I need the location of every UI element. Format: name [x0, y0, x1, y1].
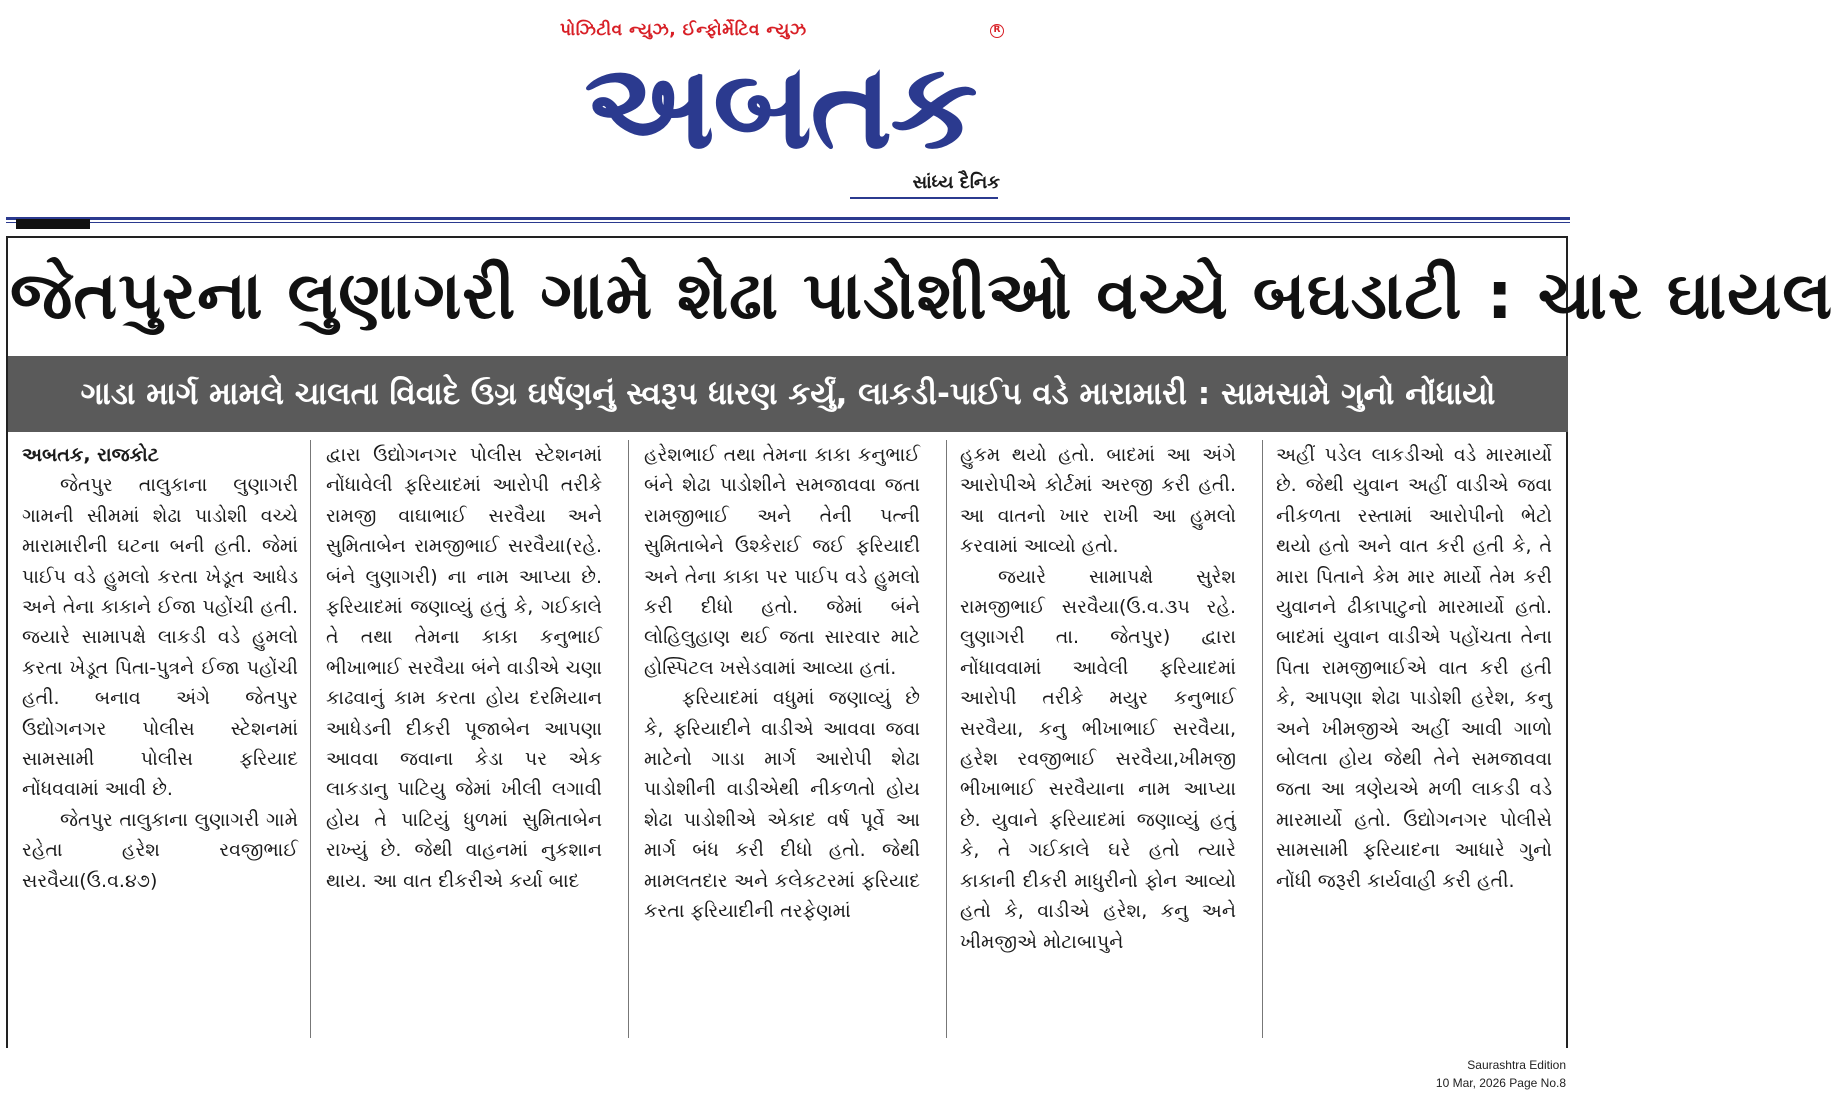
article-paragraph: જેતપુર તાલુકાના લુણાગરી ગામે રહેતા હરેશ રવજીભાઈ સરવૈયા(ઉ.વ.૪૭) — [22, 808, 298, 892]
article-column-5 — [1276, 440, 1552, 1040]
newspaper-logo: અબતક — [584, 37, 976, 175]
edition-label: Saurashtra Edition — [1467, 1058, 1566, 1072]
article-paragraph: હરેશભાઈ તથા તેમના કાકા કનુભાઈ બંને શેઢા પાડોશીને સમજાવવા જતા રામજીભાઈ અને તેની પત્ની સુમિતાબેને ઉશ્કેરાઈ જઈ ફરિયાદી અને તેના કાકા પર પાઈપ વડે હુમલો કરી દીધો હતો. જેમાં બંને લોહિલુહાણ થઈ જતા સારવાર માટે હોસ્પિટલ ખસેડવામાં આવ્યા હતાં. — [644, 444, 920, 679]
column-separator — [628, 440, 629, 1038]
subtitle-underline — [850, 197, 998, 199]
article-paragraph: અહીં પડેલ લાકડીઓ વડે મારમાર્યો છે. જેથી યુવાન અહીં વાડીએ જવા નીકળતા રસ્તામાં આરોપીનો ભેટો થયો હતો અને વાત કરી હતી કે, તે મારા પિતાને કેમ માર માર્યો તેમ કરી યુવાનને ઢીકાપાટુનો મારમાર્યો હતો. બાદમાં યુવાન વાડીએ પહોંચતા તેના પિતા રામજીભાઈએ વાત કરી હતી કે, આપણા શેઢા પાડોશી હરેશ, કનુ અને ખીમજીએ અહીં આવી ગાળો બોલતા હોય જેથી તેને સમજાવવા જતા આ ત્રણેયએ મળી લાકડી વડે મારમાર્યો હતો. ઉદ્યોગનગર પોલીસે સામસામી ફરિયાદના આધારે ગુનો નોંધી જરૂરી કાર્યવાહી કરી હતી. — [1276, 444, 1552, 892]
article-column-3 — [644, 440, 920, 1040]
article-paragraph: દ્વારા ઉદ્યોગનગર પોલીસ સ્ટેશનમાં નોંધાવેલી ફરિયાદમાં આરોપી તરીકે રામજી વાઘાભાઈ સરવૈયા અને સુમિતાબેન રામજીભાઈ સરવૈયા(રહે. બંને લુણાગરી) ના નામ આપ્યા છે. ફરિયાદમાં જણાવ્યું હતું કે, ગઈકાલે તે તથા તેમના કાકા કનુભાઈ ભીખાભાઈ સરવૈયા બંને વાડીએ ચણા કાઢવાનું કામ કરતા હોય દરમિયાન આધેડની દીકરી પૂજાબેન આપણા આવવા જવાના કેડા પર એક લાકડાનુ પાટિયુ જેમાં ખીલી લગાવી હોય તે પાટિયું ધુળમાં સુમિતાબેન રાખ્યું છે. જેથી વાહનમાં નુકશાન થાય. આ વાત દીકરીએ કર્યા બાદ — [326, 444, 602, 892]
article-column-4 — [960, 440, 1236, 1040]
registered-mark-icon: R — [990, 24, 1004, 38]
article-paragraph: જયારે સામાપક્ષે સુરેશ રામજીભાઈ સરવૈયા(ઉ.વ.૩૫ રહે. લુણાગરી તા. જેતપુર) દ્વારા નોંધાવવામાં આવેલી ફરિયાદમાં આરોપી તરીકે મયુર કનુભાઈ સરવૈયા, કનુ ભીખાભાઈ સરવૈયા, હરેશ રવજીભાઈ સરવૈયા,ખીમજી ભીખાભાઈ સરવૈયાના નામ આપ્યા છે. યુવાને ફરિયાદમાં જણાવ્યું હતું કે, તે ગઈકાલે ઘરે હતો ત્યારે કાકાની દીકરી માધુરીનો ફોન આવ્યો હતો કે, વાડીએ હરેશ, કનુ અને ખીમજીએ મોટાબાપુને — [960, 565, 1236, 953]
article-paragraph: જેતપુર તાલુકાના લુણાગરી ગામની સીમમાં શેઢા પાડોશી વચ્ચે મારામારીની ઘટના બની હતી. જેમાં પાઈપ વડે હુમલો કરતા ખેડૂત આધેડ અને તેના કાકાને ઈજા પહોંચી હતી. જયારે સામાપક્ષે લાકડી વડે હુમલો કરતા ખેડૂત પિતા-પુત્રને ઈજા પહોંચી હતી. બનાવ અંગે જેતપુર ઉદ્યોગનગર પોલીસ સ્ટેશનમાં સામસામી પોલીસ ફરિયાદ નોંધવવામાં આવી છે. — [22, 474, 298, 801]
article-paragraph: ફરિયાદમાં વધુમાં જણાવ્યું છે કે, ફરિયાદીને વાડીએ આવવા જવા માટેનો ગાડા માર્ગ આરોપી શેઢા પાડોશીની વાડીએથી નીકળતો હોય શેઢા પાડોશીએ એકાદ વર્ષ પૂર્વે આ માર્ગ બંધ કરી દીધો હતો. જેથી મામલતદાર અને કલેકટરમાં ફરિયાદ કરતા ફરિયાદીની તરફેણમાં — [644, 687, 920, 923]
masthead-divider-thin — [6, 222, 1570, 223]
article-dateline: અબતક, રાજકોટ — [22, 444, 159, 466]
article-column-2 — [326, 440, 602, 1040]
article-column-1 — [22, 440, 298, 1040]
column-separator — [1262, 440, 1263, 1038]
masthead — [0, 0, 1576, 215]
section-marker — [16, 219, 90, 229]
column-separator — [946, 440, 947, 1038]
article-subheadline: ગાડા માર્ગ મામલે ચાલતા વિવાદે ઉગ્ર ઘર્ષણનું સ્વરૂપ ધારણ કર્યું, લાકડી-પાઈપ વડે મારામારી : સામસામે ગુનો નોંધાયો — [80, 376, 1496, 412]
date-page-label: 10 Mar, 2026 Page No.8 — [1435, 1076, 1566, 1090]
article-headline: જેતપુરના લુણાગરી ગામે શેઢા પાડોશીઓ વચ્ચે બઘડાટી : ચાર ઘાયલ — [10, 257, 1833, 334]
masthead-divider — [6, 217, 1570, 220]
column-separator — [310, 440, 311, 1038]
page-footer — [1346, 1056, 1566, 1092]
masthead-tagline: પોઝિટીવ ન્યુઝ, ઈન્ફોર્મેટિવ ન્યુઝ — [560, 20, 807, 40]
article-paragraph: હુકમ થયો હતો. બાદમાં આ અંગે આરોપીએ કોર્ટમાં અરજી કરી હતી. આ વાતનો ખાર રાખી આ હુમલો કરવામાં આવ્યો હતો. — [960, 444, 1236, 558]
masthead-subtitle: સાંધ્ય દૈનિક — [912, 172, 1000, 193]
